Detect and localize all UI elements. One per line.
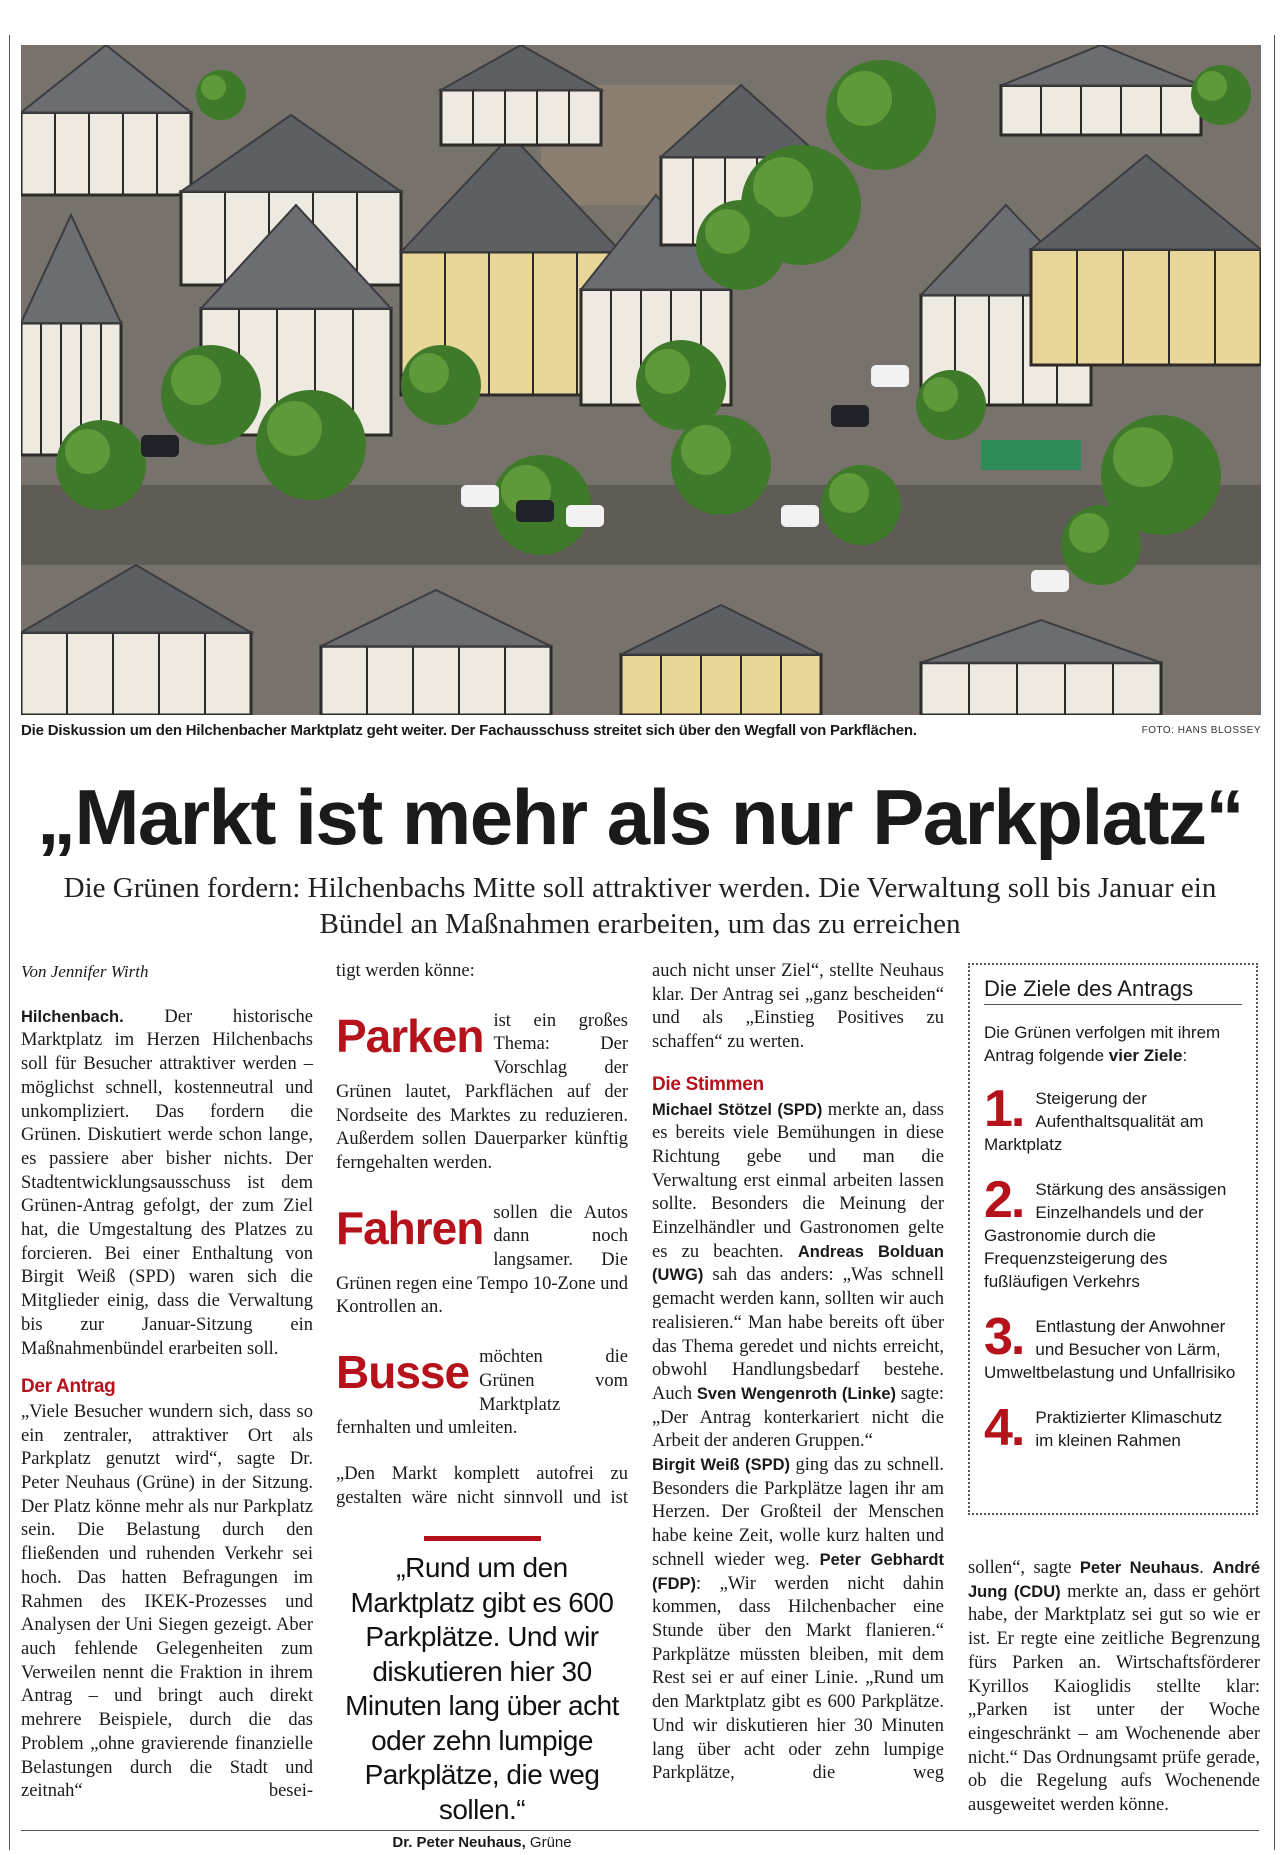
bold-name: Andreas Bolduan (UWG) bbox=[652, 1242, 944, 1285]
photo-credit: FOTO: HANS BLOSSEY bbox=[1141, 725, 1261, 736]
column-3 bbox=[652, 960, 944, 1786]
keyword-text: möchten die Grünen vom Marktplatz fernhalten und umleiten. bbox=[336, 1347, 628, 1439]
tree-highlight bbox=[923, 377, 958, 412]
house-facade bbox=[441, 90, 601, 145]
goal-text: Steigerung der Aufenthaltsqualität am Marktplatz bbox=[984, 1089, 1204, 1154]
caption-text: Die Diskussion um den Hilchenbacher Marktplatz geht weiter. Der Fachausschuss streitet sich über den Wegfall von Parkflächen. bbox=[21, 722, 917, 739]
bold-name: Michael Stötzel (SPD) bbox=[652, 1100, 823, 1119]
house-facade bbox=[21, 113, 191, 196]
tree-highlight bbox=[1069, 513, 1109, 553]
bold-name: Sven Wengenroth (Linke) bbox=[696, 1384, 896, 1403]
goal-item-3 bbox=[984, 1315, 1242, 1384]
text-segment: sagte: „Der Antrag konterkariert nicht die Arbeit der anderen Gruppen.“ bbox=[652, 1383, 944, 1452]
goal-number: 2. bbox=[984, 1178, 1024, 1229]
goal-item-2 bbox=[984, 1178, 1242, 1293]
goal-item-1 bbox=[984, 1087, 1242, 1156]
bold-name: Birgit Weiß (SPD) bbox=[652, 1456, 791, 1475]
section-heading-antrag: Der Antrag bbox=[21, 1376, 116, 1398]
car bbox=[516, 500, 554, 522]
headline: „Markt ist mehr als nur Parkplatz“ bbox=[36, 773, 1244, 861]
goal-number: 4. bbox=[984, 1406, 1024, 1452]
lead-paragraph bbox=[21, 1006, 313, 1362]
text-segment: merkte an, dass er gehört habe, der Marktplatz sei gut so wie er ist. Er regte eine zeitliche Begrenzung fürs Parken an. Wirtschaftsförderer Kyrillos Kaioglidis stellte klar: „Parken ist unter der Woche eingeschränkt – am Wochenende aber nicht.“ Das Ordnungsamt prüfe gerade, ob die Regelung aufs Wochenende ausgeweitet werden könne. bbox=[968, 1581, 1260, 1816]
paragraph bbox=[968, 1557, 1260, 1818]
goal-item-4 bbox=[984, 1406, 1242, 1452]
goal-number: 1. bbox=[984, 1087, 1024, 1138]
keyword-block-fahren bbox=[336, 1202, 628, 1321]
tree-highlight bbox=[829, 473, 869, 513]
quote-text: „Rund um den Marktplatz gibt es 600 Parkplätze. Und wir diskutieren hier 30 Minuten lang über acht oder zehn lumpige Parkplätze, die weg sollen.“ bbox=[345, 1552, 619, 1825]
paragraph bbox=[652, 1454, 944, 1786]
tree-highlight bbox=[171, 355, 221, 405]
house-facade bbox=[921, 663, 1161, 715]
pull-quote bbox=[336, 1536, 628, 1855]
info-box-goals bbox=[968, 963, 1258, 1515]
text-segment: ging das zu schnell. Besonders die Parkplätze lagen ihr am Herzen. Der Großteil der Menschen habe keine Zeit, wolle kurz halten und schnell wieder weg. bbox=[652, 1455, 945, 1570]
keyword-text: sollen die Autos dann noch langsamer. Die Grünen regen eine Tempo 10-Zone und Kontrollen an. bbox=[336, 1202, 628, 1318]
keyword-block-parken bbox=[336, 1010, 628, 1176]
quote-accent-bar bbox=[424, 1536, 541, 1541]
goal-text: Praktizierter Klimaschutz im kleinen Rahmen bbox=[1035, 1408, 1223, 1450]
section-heading-stimmen: Die Stimmen bbox=[652, 1073, 764, 1095]
text-segment: sollen“, sagte bbox=[968, 1558, 1080, 1578]
column-2 bbox=[336, 960, 628, 1855]
keyword-fahren: Fahren bbox=[336, 1201, 484, 1254]
paragraph-continued: tigt werden könne: bbox=[336, 961, 475, 981]
quote-party: Grüne bbox=[529, 1834, 572, 1852]
tree-highlight bbox=[409, 353, 449, 393]
text-segment: : „Wir werden nicht dahin kommen, dass Hilchenbacher eine Stunde über den Markt flanieren.“ Parkplätze müssten bleiben, mit dem Rest sei er auf einer Linie. „Rund um den Marktplatz gibt es 600 Parkplätze. Und wir diskutieren hier 30 Minuten lang über acht oder zehn lumpige Parkplätze, die weg bbox=[652, 1573, 944, 1784]
house-facade bbox=[621, 655, 821, 716]
tree-highlight bbox=[267, 401, 322, 456]
car bbox=[566, 505, 604, 527]
goal-text: Stärkung des ansässigen Einzelhandels und der Gastronomie durch die Frequenzsteigerung des fußläufigen Verkehrs bbox=[984, 1180, 1227, 1291]
house-facade bbox=[21, 633, 251, 716]
subheadline: Die Grünen fordern: Hilchenbachs Mitte soll attraktiver werden. Die Verwaltung soll bis Januar ein Bündel an Maßnahmen erarbeiten, um das zu erreichen bbox=[63, 872, 1217, 940]
page-border-left bbox=[9, 35, 10, 1850]
info-box-title: Die Ziele des Antrags bbox=[984, 977, 1242, 1005]
text-segment: Der historische Marktplatz im Herzen Hilchenbachs soll für Besucher attraktiver werden – möglichst schnell, kostenneutral und unkompliziert. Das fordern die Grünen. Diskutiert werde schon lange, es passiere aber bisher nichts. Der Stadtentwicklungsausschuss ist dem Grünen-Antrag gefolgt, der zum Ziel hat, die Umgestaltung des Platzes zu forcieren. Bei einer Enthaltung von Birgit Weiß (SPD) waren sich die Mitglieder einig, dass die Verwaltung bis zur Januar-Sitzung ein Maßnahmenbündel erarbeiten soll. bbox=[21, 1006, 313, 1359]
tree-highlight bbox=[645, 349, 690, 394]
goal-text: Entlastung der Anwohner und Besucher von Lärm, Umweltbelastung und Unfallrisiko bbox=[984, 1317, 1236, 1382]
car bbox=[461, 485, 499, 507]
bold-name: Peter Gebhardt (FDP) bbox=[652, 1550, 944, 1593]
car bbox=[871, 365, 909, 387]
quote-author: Dr. Peter Neuhaus, bbox=[392, 1834, 526, 1852]
car bbox=[1031, 570, 1069, 592]
bold-name: Hilchenbach. bbox=[21, 1007, 124, 1026]
quote-attribution bbox=[336, 1831, 628, 1855]
text-segment: „Viele Besucher wundern sich, dass so ein zentraler, attraktiver Ort als Parkplatz genutzt wird“, sagte Dr. Peter Neuhaus (Grüne) in der Sitzung. Der Platz könne mehr als nur Parkplatz sein. Die Belastung durch den fließenden und ruhenden Verkehr sei hoch. Das hatten Befragungen im Rahmen des IKEK-Prozesses und Analysen der Uni Siegen gezeigt. Aber auch fehlende Gelegenheiten zum Verweilen nennt die Fraktion in ihrem Antrag – und bringt auch direkt mehrere Beispiele, durch die das Problem „ohne gravierende finanzielle Belastungen durch die Stadt und zeitnah“ besei- bbox=[21, 1401, 313, 1802]
cafe-awning bbox=[981, 440, 1081, 470]
byline: Von Jennifer Wirth bbox=[21, 962, 149, 981]
column-1 bbox=[21, 960, 313, 1804]
paragraph-continued: auch nicht unser Ziel“, stellte Neuhaus klar. Der Antrag sei „ganz bescheiden“ und als „Einstieg Positives zu schaffen“ zu werten. bbox=[652, 961, 944, 1053]
keyword-text: ist ein großes Thema: Der Vorschlag der Grünen lautet, Parkflächen auf der Nordseite des Marktes zu reduzieren. Außerdem sollen Dauerparker künftig ferngehalten werden. bbox=[336, 1010, 628, 1173]
paragraph: „Den Markt komplett autofrei zu gestalten wäre nicht sinnvoll und ist bbox=[336, 1463, 628, 1508]
keyword-parken: Parken bbox=[336, 1009, 484, 1062]
text-segment: merkte an, dass es bereits viele Bemühungen in diese Richtung gebe und man die Verwaltung erst einmal arbeiten lassen sollte. Besonders die Meinung der Einzelhändler und Gastronomen gelte es zu beachten. bbox=[652, 1099, 944, 1262]
info-box-intro bbox=[984, 1021, 1242, 1067]
bold-name: Peter Neuhaus bbox=[1079, 1559, 1200, 1577]
tree-highlight bbox=[837, 71, 892, 126]
intro-end: : bbox=[1182, 1046, 1188, 1065]
keyword-block-busse bbox=[336, 1346, 628, 1441]
car bbox=[781, 505, 819, 527]
photo-caption bbox=[21, 722, 1261, 739]
tree-highlight bbox=[65, 429, 110, 474]
goal-number: 3. bbox=[984, 1315, 1024, 1366]
tree-highlight bbox=[705, 209, 750, 254]
tree-highlight bbox=[1113, 427, 1173, 487]
text-segment: . bbox=[1199, 1558, 1213, 1578]
paragraph bbox=[21, 1401, 313, 1804]
car bbox=[141, 435, 179, 457]
house-facade bbox=[1001, 86, 1201, 136]
tree-highlight bbox=[1197, 71, 1227, 101]
page-border-right bbox=[1274, 35, 1275, 1850]
intro-bold: vier Ziele bbox=[1108, 1046, 1183, 1065]
column-4-text bbox=[968, 1557, 1260, 1818]
bottom-rule bbox=[21, 1830, 1259, 1831]
bold-name: André Jung (CDU) bbox=[968, 1559, 1260, 1601]
tree-highlight bbox=[201, 75, 226, 100]
house-facade bbox=[321, 646, 551, 715]
house-facade bbox=[1031, 250, 1261, 366]
text-segment: sah das anders: „Was schnell gemacht werden kann, sollten wir auch realisieren.“ Man habe bereits oft über das Thema geredet und nichts erreicht, obwohl Handlungsbedarf bestehe. Auch bbox=[652, 1265, 944, 1404]
paragraph bbox=[652, 1099, 944, 1455]
intro-text: Die Grünen verfolgen mit ihrem Antrag folgende bbox=[984, 1023, 1221, 1065]
article-photo-marketplace-aerial bbox=[21, 45, 1261, 715]
car bbox=[831, 405, 869, 427]
keyword-busse: Busse bbox=[336, 1346, 470, 1399]
tree-highlight bbox=[681, 425, 731, 475]
